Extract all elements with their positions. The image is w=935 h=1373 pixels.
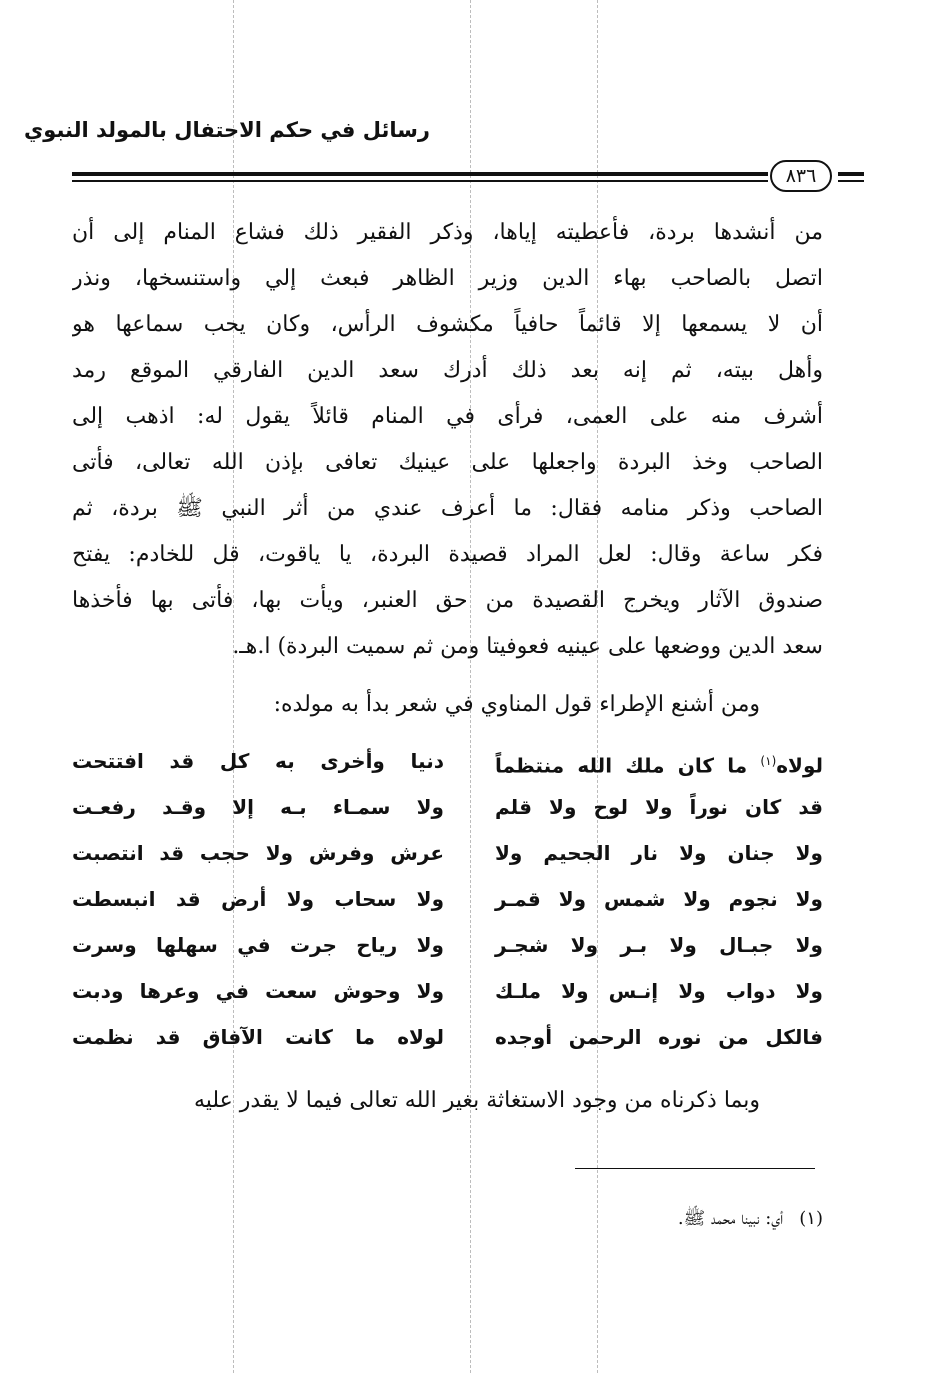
scan-artifact-line: [233, 0, 234, 1373]
verse: [72, 738, 823, 784]
footnote-ref: (١): [760, 754, 777, 768]
footnote-separator: [575, 1168, 815, 1169]
header-rule-right-thin: [838, 180, 864, 182]
body-line: الصاحب وخذ البردة واجعلها على عينيك تعافى بإذن الله تعالى، فأتى: [72, 450, 823, 475]
body-line: فكر ساعة وقال: لعل المراد قصيدة البردة، يا ياقوت، قل للخادم: يفتح: [72, 542, 823, 567]
body-line: أن لا يسمعها إلا قائماً حافياً مكشوف الرأس، وكان يحب سماعها هو: [72, 312, 823, 337]
footnote: [678, 1207, 823, 1233]
verse-first-hemistich: قد كان نوراً ولا لوح ولا قلم: [495, 795, 823, 819]
verse-first-hemistich: فالكل من نوره الرحمن أوجده: [495, 1025, 823, 1049]
footnote-text: أي: نبينا محمد ﷺ.: [677, 1208, 784, 1229]
body-line: من أنشدها بردة، فأعطيته إياها، وذكر الفقير ذلك فشاع المنام إلى أن: [72, 220, 823, 245]
verse-first-hemistich: ولا جنان ولا نار الجحيم ولا: [495, 841, 823, 865]
verse-text: لولاه: [776, 753, 823, 778]
body-line: أشرف منه على العمى، فرأى في المنام قائلاً يقول له: اذهب إلى: [72, 404, 823, 429]
verse-first-hemistich: ولا دواب ولا إنـس ولا ملـك: [495, 979, 823, 1003]
verse: [72, 784, 823, 830]
running-title: رسائل في حكم الاحتفال بالمولد النبوي: [24, 118, 430, 142]
closing-line: وبما ذكرناه من وجود الاستغاثة بغير الله تعالى فيما لا يقدر عليه: [193, 1088, 760, 1113]
poem-intro: ومن أشنع الإطراء قول المناوي في شعر بدأ به مولده:: [273, 692, 760, 717]
body-line: سعد الدين ووضعها على عينيه فعوفيتا ومن ثم سميت البردة) ا.هـ.: [232, 634, 823, 659]
footnote-marker: (١): [799, 1208, 823, 1229]
verse-second-hemistich: ولا سحاب ولا أرض قد انبسطت: [72, 887, 444, 911]
verse: [72, 1014, 823, 1060]
verse-second-hemistich: ولا سمـاء بـه إلا وقـد رفعـت: [72, 795, 444, 819]
verse: [72, 876, 823, 922]
verse-first-hemistich: [495, 738, 823, 789]
header-rule-right: [838, 172, 864, 176]
body-line: الصاحب وذكر منامه فقال: ما أعرف عندي من أثر النبي ﷺ بردة، ثم: [72, 496, 823, 521]
verse-first-hemistich: ولا جبـال ولا بـر ولا شجـر: [495, 933, 823, 957]
header-rule-thin: [72, 180, 768, 182]
verse-text: ما كان ملك الله منتظماً: [495, 753, 761, 778]
body-line: اتصل بالصاحب بهاء الدين وزير الظاهر فبعث إلي واستنسخها، ونذر: [72, 266, 823, 291]
verse-second-hemistich: لولاه ما كانت الآفاق قد نظمت: [72, 1025, 444, 1049]
verse-second-hemistich: ولا وحوش سعت في وعرها ودبت: [72, 979, 444, 1003]
header-rule-thick: [72, 172, 768, 176]
verse: [72, 968, 823, 1014]
verse: [72, 922, 823, 968]
page-number: ٨٣٦: [770, 160, 832, 192]
verse-first-hemistich: ولا نجوم ولا شمس ولا قمـر: [495, 887, 823, 911]
verse-second-hemistich: عرش وفرش ولا حجب قد انتصبت: [72, 841, 444, 865]
poem: [72, 738, 823, 1060]
body-line: وأهل بيته، ثم إنه بعد ذلك أدرك سعد الدين الفارقي الموقع رمد: [72, 358, 823, 383]
body-line: صندوق الآثار ويخرج القصيدة من حق العنبر، ويأت بها، فأتى بها فأخذها: [72, 588, 823, 613]
verse-second-hemistich: دنيا وأخرى به كل قد افتتحت: [72, 749, 444, 773]
verse: [72, 830, 823, 876]
body-paragraph: [72, 210, 823, 670]
verse-second-hemistich: ولا رياح جرت في سهلها وسرت: [72, 933, 444, 957]
